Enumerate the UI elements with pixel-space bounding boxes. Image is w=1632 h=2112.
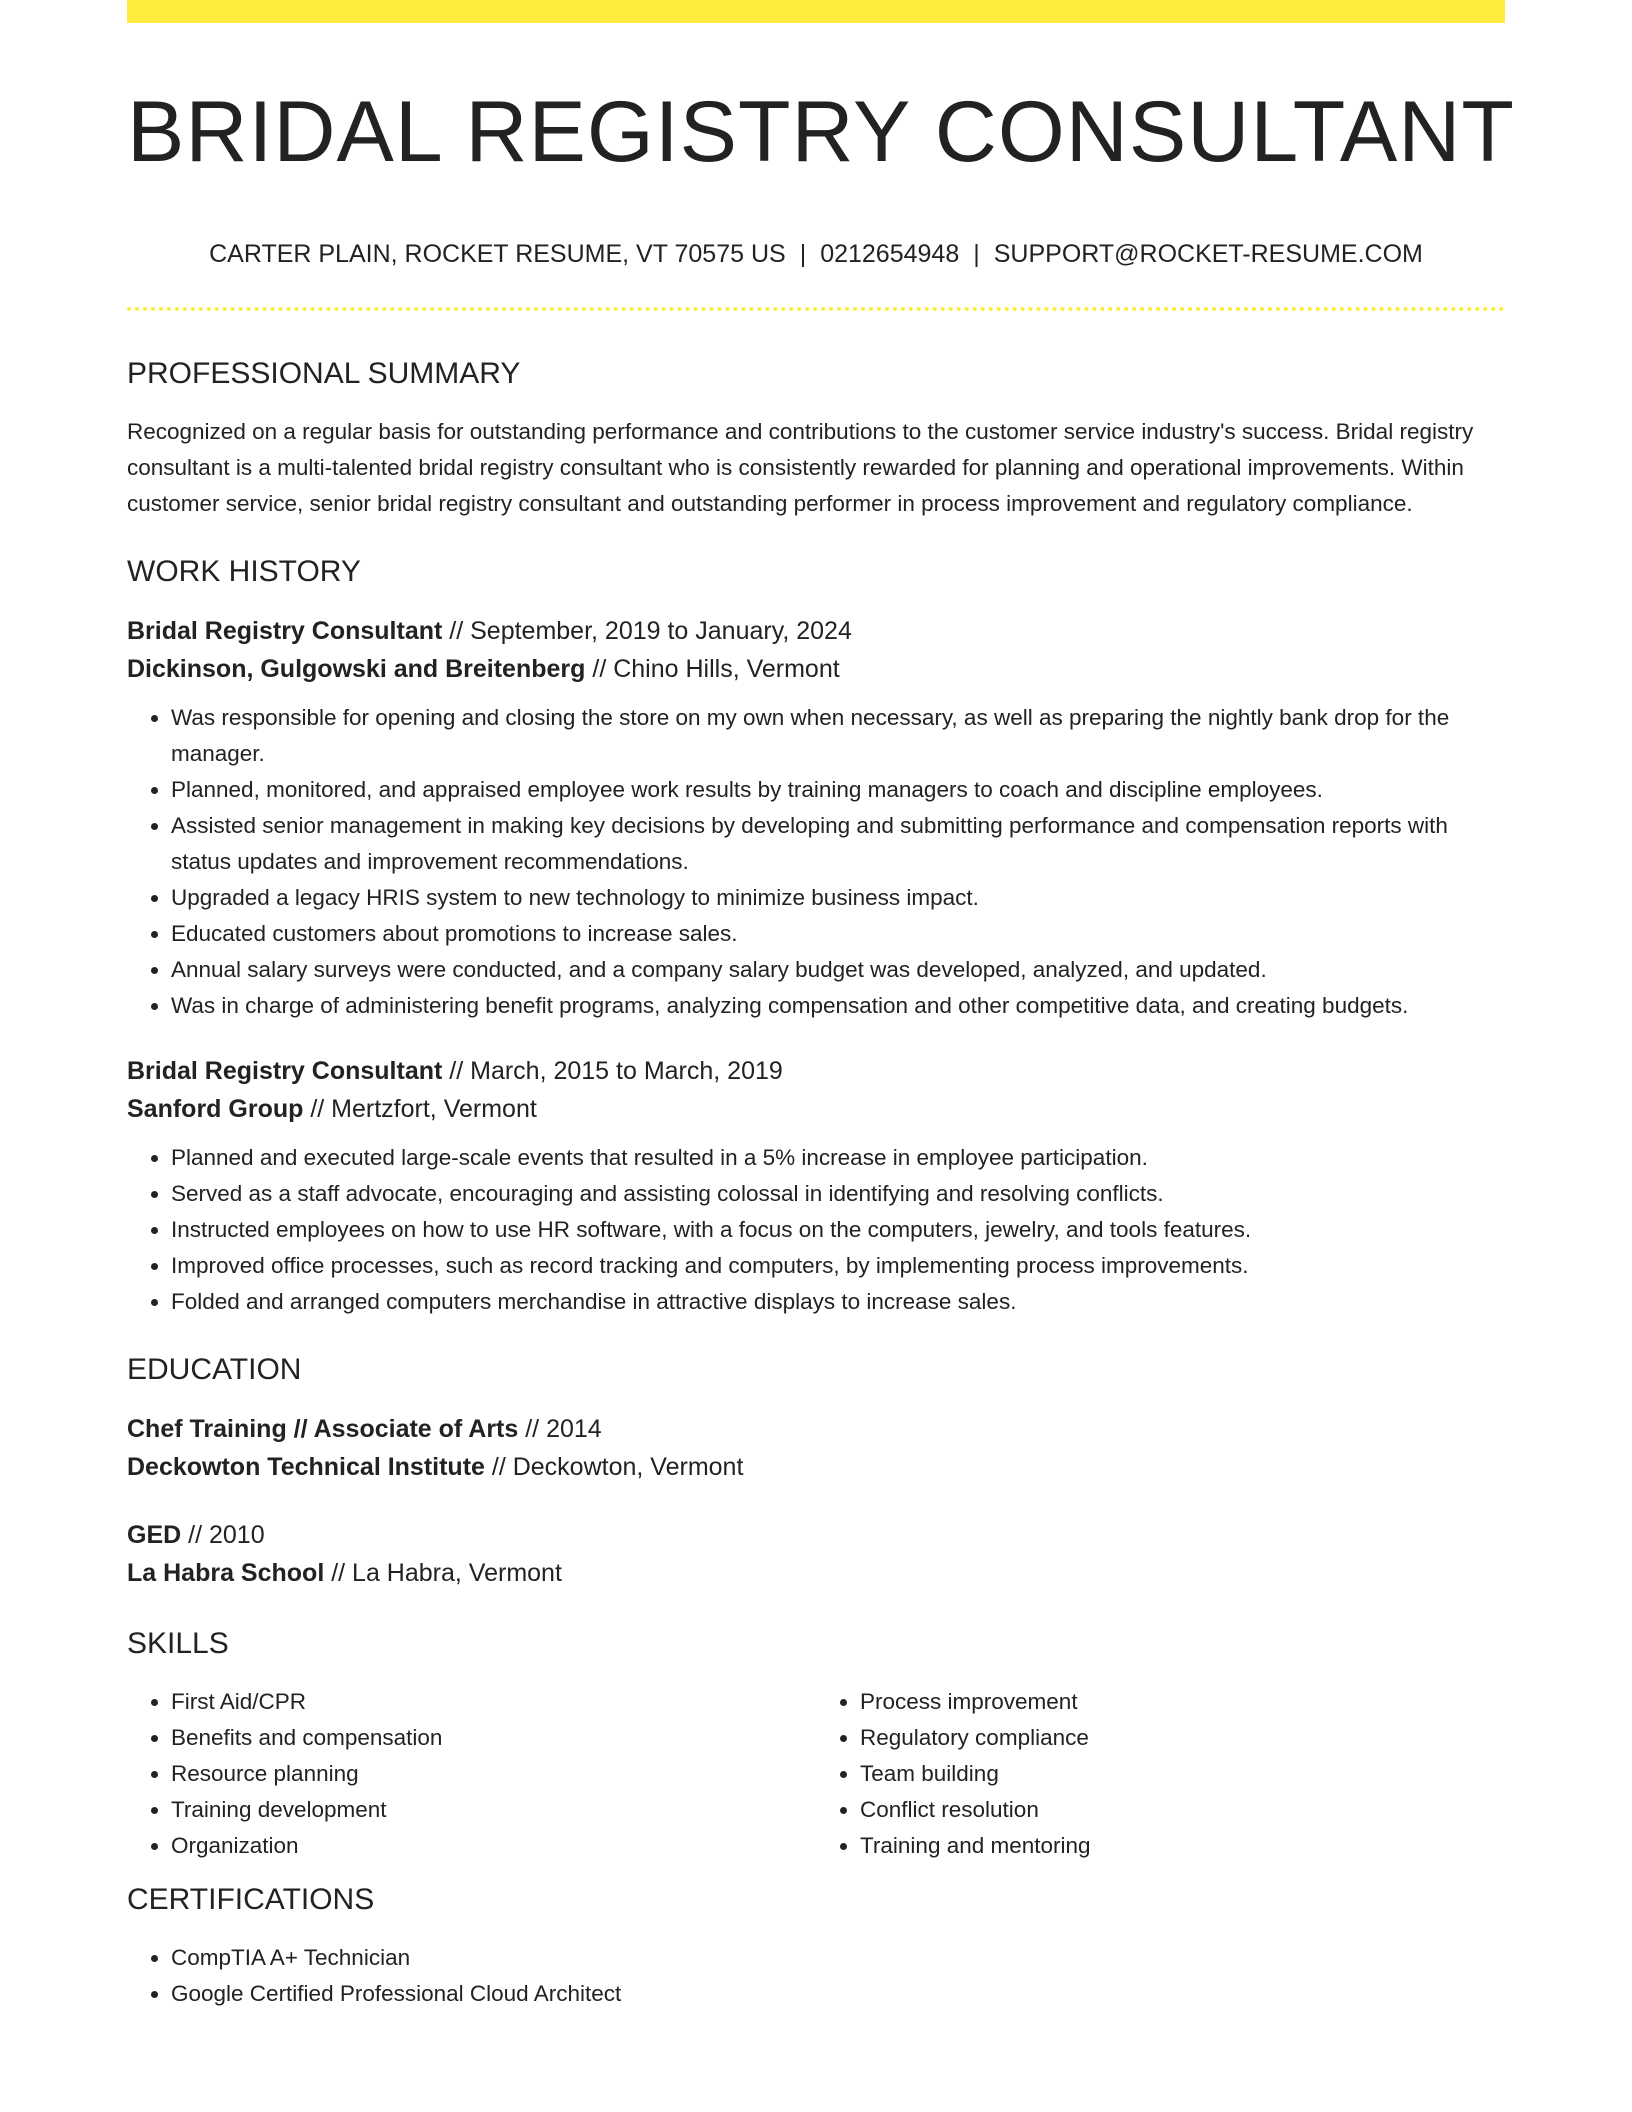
contact-separator: | [973,240,980,268]
certifications-heading: CERTIFICATIONS [127,1883,375,1916]
education-entry [127,1410,1505,1486]
education-degree: Chef Training // Associate of Arts [127,1415,519,1443]
work-history-heading: WORK HISTORY [127,555,361,588]
list-item: • Served as a staff advocate, encouraging and assisting colossal in identifying and resolving conflicts. [171,1176,1505,1212]
education-degree-line [127,1516,1505,1554]
list-item: • Folded and arranged computers merchandise in attractive displays to increase sales. [171,1284,1505,1320]
certifications-section [127,1878,1505,2012]
summary-heading: PROFESSIONAL SUMMARY [127,357,521,390]
list-item: • Upgraded a legacy HRIS system to new technology to minimize business impact. [171,880,1505,916]
education-location: // La Habra, Vermont [331,1559,562,1587]
list-item: • Team building [860,1756,1505,1792]
education-degree: GED [127,1521,182,1549]
education-entry [127,1516,1505,1592]
dotted-divider [127,307,1505,311]
education-degree-line [127,1410,1505,1448]
job-location: // Chino Hills, Vermont [592,655,840,683]
education-school: Deckowton Technical Institute [127,1453,485,1481]
list-item: • Process improvement [860,1684,1505,1720]
job-entry [127,612,1505,1024]
list-item: • Resource planning [171,1756,816,1792]
list-item: • Educated customers about promotions to increase sales. [171,916,1505,952]
certifications-list [127,1940,1505,2012]
job-entry [127,1052,1505,1320]
education-year: // 2014 [525,1415,602,1443]
education-school-line [127,1448,1505,1486]
job-dates: // September, 2019 to January, 2024 [449,617,852,645]
list-item: • Annual salary surveys were conducted, and a company salary budget was developed, analyzed, and updated. [171,952,1505,988]
job-bullets [127,700,1505,1024]
education-school-line [127,1554,1505,1592]
job-title-line [127,612,1505,650]
list-item: • Improved office processes, such as record tracking and computers, by implementing process improvements. [171,1248,1505,1284]
job-company-line [127,1090,1505,1128]
summary-section [127,352,1505,522]
list-item: • First Aid/CPR [171,1684,816,1720]
contact-phone: 0212654948 [820,240,960,268]
job-company-line [127,650,1505,688]
job-title-line [127,1052,1505,1090]
job-company: Dickinson, Gulgowski and Breitenberg [127,655,586,683]
resume-content [127,352,1505,2026]
education-school: La Habra School [127,1559,325,1587]
skills-columns [127,1684,1505,1864]
job-title: Bridal Registry Consultant [127,617,443,645]
list-item: • Instructed employees on how to use HR software, with a focus on the computers, jewelry, and tools features. [171,1212,1505,1248]
contact-separator: | [799,240,807,268]
contact-address: CARTER PLAIN, ROCKET RESUME, VT 70575 US [209,240,786,268]
job-dates: // March, 2015 to March, 2019 [449,1057,783,1085]
summary-text: Recognized on a regular basis for outstanding performance and contributions to the customer service industry's success. Bridal registry consultant is a multi-talented bridal registry consultant who is consistently rewarded for planning and operational improvements. Within customer service, senior bridal registry consultant and outstanding performer in process improvement and regulatory compliance. [127,419,1474,516]
list-item: • Google Certified Professional Cloud Architect [171,1976,1505,2012]
education-section [127,1348,1505,1592]
contact-line [127,236,1505,272]
list-item: • Was responsible for opening and closing the store on my own when necessary, as well as preparing the nightly bank drop for the manager. [171,700,1505,772]
page-title: BRIDAL REGISTRY CONSULTANT [127,84,1515,180]
accent-bar [127,0,1505,23]
education-location: // Deckowton, Vermont [491,1453,744,1481]
skills-list-right [816,1684,1505,1864]
list-item: • Conflict resolution [860,1792,1505,1828]
job-company: Sanford Group [127,1095,304,1123]
list-item: • Benefits and compensation [171,1720,816,1756]
list-item: • Training and mentoring [860,1828,1505,1864]
education-heading: EDUCATION [127,1353,302,1386]
job-bullets [127,1140,1505,1320]
list-item: • Assisted senior management in making key decisions by developing and submitting performance and compensation reports with status updates and improvement recommendations. [171,808,1505,880]
list-item: • Was in charge of administering benefit programs, analyzing compensation and other competitive data, and creating budgets. [171,988,1505,1024]
work-history-section [127,550,1505,1320]
list-item: • Regulatory compliance [860,1720,1505,1756]
list-item: • Planned and executed large-scale events that resulted in a 5% increase in employee participation. [171,1140,1505,1176]
skills-heading: SKILLS [127,1627,229,1660]
list-item: • Training development [171,1792,816,1828]
list-item: • CompTIA A+ Technician [171,1940,1505,1976]
education-year: // 2010 [188,1521,265,1549]
skills-section [127,1622,1505,1864]
job-title: Bridal Registry Consultant [127,1057,443,1085]
list-item: • Planned, monitored, and appraised employee work results by training managers to coach and discipline employees. [171,772,1505,808]
contact-email: SUPPORT@ROCKET-RESUME.COM [993,240,1423,268]
list-item: • Organization [171,1828,816,1864]
skills-list-left [127,1684,816,1864]
job-location: // Mertzfort, Vermont [310,1095,537,1123]
